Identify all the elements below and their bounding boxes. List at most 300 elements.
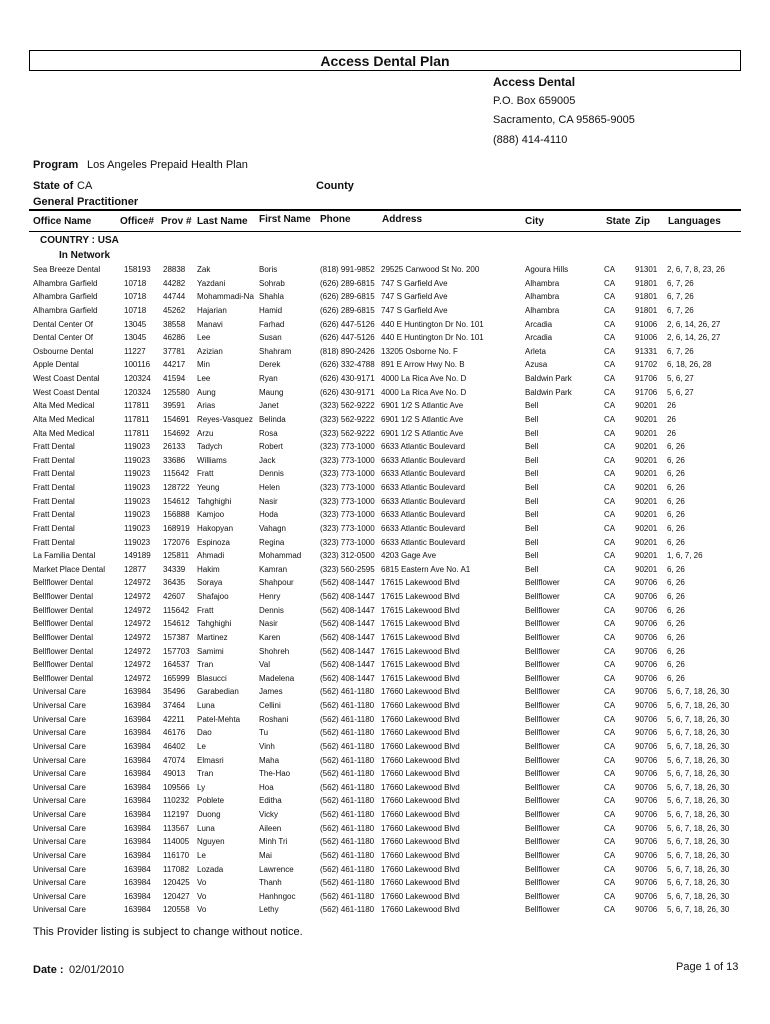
table-cell: Garabedian [197, 687, 239, 697]
table-row [0, 849, 770, 863]
table-cell: 163984 [124, 701, 151, 710]
col-header: State [606, 216, 631, 227]
table-cell: 163984 [124, 755, 151, 765]
table-cell: 6, 26 [667, 537, 685, 547]
table-cell: 6, 26 [667, 523, 685, 533]
table-cell: 90706 [635, 782, 658, 792]
table-cell: Sohrab [259, 278, 285, 288]
table-cell: 11227 [124, 346, 146, 356]
table-cell: (562) 461-1180 [320, 837, 375, 847]
table-cell: Patel-Mehta [197, 714, 241, 724]
table-cell: (323) 773-1000 [320, 537, 375, 547]
table-cell: CA [604, 864, 616, 874]
table-cell: 17615 Lakewood Blvd [381, 619, 460, 629]
table-cell: 163984 [124, 769, 151, 779]
table-cell: 90706 [635, 728, 658, 738]
table-cell: CA [604, 578, 616, 588]
col-header: Office# [120, 216, 154, 227]
table-cell: (562) 408-1447 [320, 673, 375, 683]
table-cell: Ahmadi [197, 551, 225, 561]
table-cell: 26 [667, 428, 676, 438]
date-value: 02/01/2010 [69, 964, 125, 976]
table-cell: 6633 Atlantic Boulevard [381, 496, 466, 506]
table-cell: Tahghighi [197, 619, 232, 629]
table-cell: Dao [197, 728, 212, 738]
table-cell: Hoa [259, 782, 274, 792]
table-cell: (323) 773-1000 [320, 523, 375, 533]
table-cell: 120324 [124, 387, 151, 397]
table-cell: 17615 Lakewood Blvd [381, 660, 460, 670]
table-cell: 90706 [635, 687, 658, 697]
table-cell: Arias [197, 401, 216, 411]
table-row [0, 454, 770, 468]
table-cell: 163984 [124, 714, 151, 724]
table-cell: Fratt Dental [33, 510, 75, 520]
table-cell: Regina [259, 537, 285, 547]
table-cell: CA [604, 387, 616, 397]
col-header: City [525, 216, 544, 227]
table-cell: Williams [197, 455, 227, 465]
table-cell: 163984 [124, 796, 151, 806]
table-cell: 163984 [124, 823, 151, 833]
table-cell: 44744 [163, 292, 186, 302]
table-cell: 90706 [635, 619, 658, 629]
table-cell: 5, 6, 7, 18, 26, 30 [667, 796, 730, 806]
table-cell: 6633 Atlantic Boulevard [381, 510, 466, 520]
table-cell: 5, 6, 7, 18, 26, 30 [667, 755, 730, 765]
table-cell: 45262 [163, 305, 186, 315]
table-cell: 90706 [635, 891, 658, 901]
table-cell: 10718 [124, 278, 147, 288]
table-cell: Kamjoo [197, 510, 225, 520]
table-cell: Elmasri [197, 755, 224, 765]
country-heading: COUNTRY : USA [40, 235, 119, 246]
table-cell: Nasir [259, 619, 278, 629]
table-cell: CA [604, 265, 616, 274]
table-cell: 90706 [635, 864, 658, 874]
table-cell: Samimi [197, 646, 224, 656]
table-row [0, 713, 770, 727]
table-row [0, 358, 770, 372]
table-row [0, 645, 770, 659]
table-cell: 91801 [635, 305, 658, 315]
table-cell: Tran [197, 769, 214, 779]
table-cell: 5, 6, 7, 18, 26, 30 [667, 823, 730, 833]
table-cell: 91801 [635, 292, 658, 302]
table-cell: CA [604, 796, 616, 806]
table-cell: Universal Care [33, 810, 86, 819]
table-cell: Cellini [259, 701, 281, 710]
table-cell: Apple Dental [33, 360, 79, 370]
table-row [0, 522, 770, 536]
table-cell: 17660 Lakewood Blvd [381, 864, 460, 874]
table-cell: Mohammadi-Na [197, 292, 254, 302]
table-cell: 120425 [163, 878, 190, 888]
table-row [0, 890, 770, 904]
table-cell: 17615 Lakewood Blvd [381, 578, 460, 588]
table-cell: 5, 6, 7, 18, 26, 30 [667, 891, 730, 901]
table-cell: Alhambra Garfield [33, 305, 98, 315]
table-cell: Martinez [197, 632, 228, 642]
plan-name: Access Dental [493, 75, 576, 89]
table-cell: 154691 [163, 414, 190, 424]
table-cell: Arzu [197, 428, 214, 438]
table-cell: Fratt Dental [33, 442, 75, 452]
table-cell: Azusa [525, 360, 548, 370]
table-cell: Yeung [197, 483, 220, 492]
table-cell: 26 [667, 401, 676, 411]
table-row [0, 290, 770, 304]
table-cell: Vahagn [259, 523, 286, 533]
table-cell: 119023 [124, 483, 151, 492]
table-cell: 44282 [163, 278, 186, 288]
table-cell: 5, 6, 7, 18, 26, 30 [667, 837, 730, 847]
table-row [0, 372, 770, 386]
table-cell: 44217 [163, 360, 186, 370]
table-cell: 17660 Lakewood Blvd [381, 796, 460, 806]
col-header: Address [382, 214, 423, 225]
table-cell: 17660 Lakewood Blvd [381, 741, 460, 751]
table-cell: (818) 890-2426 [320, 346, 375, 356]
table-cell: 46402 [163, 741, 186, 751]
table-cell: 124972 [124, 578, 151, 588]
table-cell: 5, 6, 7, 18, 26, 30 [667, 782, 730, 792]
table-cell: 90201 [635, 401, 658, 411]
table-cell: CA [604, 564, 616, 574]
table-cell: (626) 430-9171 [320, 374, 375, 383]
table-cell: 6633 Atlantic Boulevard [381, 469, 466, 479]
table-cell: 90201 [635, 442, 658, 452]
table-cell: 6633 Atlantic Boulevard [381, 455, 466, 465]
table-cell: 124972 [124, 619, 151, 629]
plan-address-line1: P.O. Box 659005 [493, 95, 576, 107]
table-cell: 125580 [163, 387, 190, 397]
table-row [0, 754, 770, 768]
table-row [0, 345, 770, 359]
table-cell: 90706 [635, 714, 658, 724]
table-cell: James [259, 687, 283, 697]
table-cell: (562) 408-1447 [320, 660, 375, 670]
table-cell: Bell [525, 442, 539, 452]
table-cell: Shahla [259, 292, 284, 302]
table-cell: 17660 Lakewood Blvd [381, 769, 460, 779]
table-cell: Bellflower [525, 905, 560, 915]
table-cell: (323) 562-9222 [320, 401, 375, 411]
table-cell: 168919 [163, 523, 190, 533]
plan-phone: (888) 414-4110 [493, 134, 568, 146]
table-cell: Duong [197, 810, 221, 819]
table-cell: 90706 [635, 796, 658, 806]
plan-address-line2: Sacramento, CA 95865-9005 [493, 114, 635, 126]
table-cell: Bell [525, 496, 539, 506]
table-cell: 6, 7, 26 [667, 278, 694, 288]
table-row [0, 863, 770, 877]
table-cell: Madelena [259, 673, 295, 683]
table-cell: 6, 26 [667, 564, 685, 574]
table-cell: (562) 461-1180 [320, 796, 375, 806]
table-row [0, 672, 770, 686]
table-cell: (562) 461-1180 [320, 905, 375, 915]
table-cell: CA [604, 632, 616, 642]
table-cell: 49013 [163, 769, 186, 779]
table-cell: (323) 773-1000 [320, 510, 375, 520]
table-cell: Universal Care [33, 755, 86, 765]
table-cell: Nguyen [197, 837, 225, 847]
table-cell: 37781 [163, 346, 186, 356]
table-cell: 28838 [163, 265, 186, 274]
table-cell: Dennis [259, 605, 284, 615]
table-cell: 5, 6, 7, 18, 26, 30 [667, 850, 730, 860]
table-cell: 164537 [163, 660, 190, 670]
table-cell: 119023 [124, 537, 151, 547]
table-cell: 26 [667, 414, 676, 424]
table-cell: Universal Care [33, 687, 86, 697]
state-value: CA [77, 180, 93, 192]
table-cell: 17660 Lakewood Blvd [381, 687, 460, 697]
table-cell: 156888 [163, 510, 190, 520]
table-cell: CA [604, 837, 616, 847]
table-row [0, 740, 770, 754]
table-cell: 90706 [635, 578, 658, 588]
table-cell: 34339 [163, 564, 186, 574]
table-cell: 41594 [163, 374, 186, 383]
table-cell: 2, 6, 14, 26, 27 [667, 319, 721, 329]
table-cell: Tu [259, 728, 269, 738]
table-cell: 90201 [635, 510, 658, 520]
table-cell: 90706 [635, 701, 658, 710]
table-cell: 157703 [163, 646, 190, 656]
table-cell: Farhad [259, 319, 285, 329]
table-row [0, 631, 770, 645]
table-row [0, 536, 770, 550]
table-cell: 158193 [124, 265, 151, 274]
table-cell: 124972 [124, 592, 151, 601]
table-cell: Lozada [197, 864, 224, 874]
table-cell: CA [604, 619, 616, 629]
table-cell: (562) 461-1180 [320, 769, 375, 779]
table-cell: CA [604, 414, 616, 424]
table-cell: 17615 Lakewood Blvd [381, 646, 460, 656]
table-cell: 6633 Atlantic Boulevard [381, 537, 466, 547]
table-cell: 128722 [163, 483, 190, 492]
table-cell: 154612 [163, 619, 190, 629]
table-cell: (562) 408-1447 [320, 632, 375, 642]
table-cell: 6, 26 [667, 619, 685, 629]
col-header: Office Name [33, 216, 92, 227]
table-row [0, 549, 770, 563]
table-cell: Thanh [259, 878, 282, 888]
table-cell: (562) 408-1447 [320, 605, 375, 615]
table-cell: 124972 [124, 673, 151, 683]
table-cell: CA [604, 496, 616, 506]
table-row [0, 685, 770, 699]
table-cell: 6, 26 [667, 592, 685, 601]
table-row [0, 835, 770, 849]
table-cell: 91706 [635, 374, 658, 383]
table-cell: (562) 461-1180 [320, 728, 375, 738]
table-cell: 5, 6, 27 [667, 387, 694, 397]
table-cell: (562) 461-1180 [320, 891, 375, 901]
table-cell: (323) 773-1000 [320, 455, 375, 465]
table-cell: CA [604, 455, 616, 465]
table-cell: Hajarian [197, 305, 227, 315]
table-cell: 119023 [124, 496, 151, 506]
county-label: County [316, 180, 354, 192]
table-cell: Alhambra [525, 305, 560, 315]
table-cell: Dental Center Of [33, 319, 94, 329]
table-cell: Fratt Dental [33, 537, 75, 547]
table-cell: Dental Center Of [33, 333, 94, 343]
table-cell: (626) 289-6815 [320, 305, 375, 315]
table-cell: Bellflower [525, 605, 560, 615]
table-cell: Fratt Dental [33, 483, 75, 492]
table-cell: 163984 [124, 728, 151, 738]
table-cell: Vo [197, 891, 207, 901]
table-cell: 6, 7, 26 [667, 305, 694, 315]
table-cell: Universal Care [33, 782, 86, 792]
table-cell: 163984 [124, 687, 151, 697]
table-cell: 17660 Lakewood Blvd [381, 728, 460, 738]
table-cell: Derek [259, 360, 281, 370]
document-title: Access Dental Plan [29, 50, 741, 71]
table-cell: 90706 [635, 878, 658, 888]
table-cell: Alhambra [525, 292, 560, 302]
practitioner-type: General Practitioner [33, 196, 139, 208]
table-row [0, 386, 770, 400]
table-cell: (626) 430-9171 [320, 387, 375, 397]
table-cell: Ly [197, 782, 206, 792]
table-cell: Kamran [259, 564, 288, 574]
table-cell: Poblete [197, 796, 225, 806]
table-cell: Universal Care [33, 864, 86, 874]
table-row [0, 427, 770, 441]
table-cell: CA [604, 769, 616, 779]
table-cell: 90201 [635, 564, 658, 574]
table-cell: (562) 461-1180 [320, 878, 375, 888]
table-cell: Dennis [259, 469, 284, 479]
table-cell: Universal Care [33, 878, 86, 888]
table-cell: 116170 [163, 850, 190, 860]
table-cell: 13045 [124, 333, 147, 343]
table-cell: 91006 [635, 333, 658, 343]
state-label: State of [33, 180, 74, 192]
table-cell: 124972 [124, 660, 151, 670]
table-cell: 6901 1/2 S Atlantic Ave [381, 414, 464, 424]
table-cell: Fratt Dental [33, 455, 75, 465]
table-cell: 6, 18, 26, 28 [667, 360, 712, 370]
table-cell: 6, 26 [667, 605, 685, 615]
table-cell: Bell [525, 523, 539, 533]
table-cell: 5, 6, 7, 18, 26, 30 [667, 810, 730, 819]
table-cell: Helen [259, 483, 280, 492]
table-row [0, 318, 770, 332]
table-cell: Tadych [197, 442, 223, 452]
table-cell: 163984 [124, 850, 151, 860]
table-cell: 90706 [635, 646, 658, 656]
disclaimer: This Provider listing is subject to change without notice. [33, 926, 303, 938]
table-cell: (562) 461-1180 [320, 810, 375, 819]
table-row [0, 767, 770, 781]
date-label: Date : [33, 964, 64, 976]
table-cell: 17660 Lakewood Blvd [381, 891, 460, 901]
table-cell: 90706 [635, 632, 658, 642]
table-cell: 119023 [124, 455, 151, 465]
table-cell: 114005 [163, 837, 190, 847]
table-cell: Bell [525, 510, 539, 520]
table-cell: 39591 [163, 401, 186, 411]
table-cell: 90706 [635, 660, 658, 670]
table-cell: 90201 [635, 483, 658, 492]
table-row [0, 876, 770, 890]
table-cell: 6, 26 [667, 469, 685, 479]
table-cell: West Coast Dental [33, 374, 100, 383]
table-cell: Le [197, 850, 206, 860]
table-cell: 117811 [124, 414, 150, 424]
table-cell: 90201 [635, 551, 658, 561]
table-cell: (323) 562-9222 [320, 414, 375, 424]
table-cell: 90706 [635, 769, 658, 779]
table-row [0, 263, 770, 277]
table-cell: Bellflower Dental [33, 605, 94, 615]
table-cell: 90706 [635, 741, 658, 751]
table-cell: 6, 26 [667, 646, 685, 656]
table-cell: 124972 [124, 605, 151, 615]
table-cell: Hanhngoc [259, 891, 296, 901]
table-cell: (323) 312-0500 [320, 551, 375, 561]
table-cell: 17660 Lakewood Blvd [381, 878, 460, 888]
table-cell: 119023 [124, 510, 151, 520]
table-cell: 891 E Arrow Hwy No. B [381, 360, 465, 370]
table-cell: 42211 [163, 714, 185, 724]
table-cell: Jack [259, 455, 276, 465]
table-cell: 1, 6, 7, 26 [667, 551, 703, 561]
table-cell: 117082 [163, 864, 190, 874]
table-cell: 6901 1/2 S Atlantic Ave [381, 428, 464, 438]
table-row [0, 617, 770, 631]
col-header: Zip [635, 216, 650, 227]
table-cell: 12877 [124, 564, 147, 574]
table-row [0, 399, 770, 413]
table-cell: Lethy [259, 905, 279, 915]
table-cell: Hakopyan [197, 523, 234, 533]
table-cell: 17615 Lakewood Blvd [381, 673, 460, 683]
table-cell: Sea Breeze Dental [33, 265, 101, 274]
table-row [0, 304, 770, 318]
table-cell: Ryan [259, 374, 278, 383]
program-label: Program [33, 159, 79, 171]
table-cell: 90706 [635, 605, 658, 615]
table-cell: 163984 [124, 905, 151, 915]
table-cell: Blasucci [197, 673, 227, 683]
table-cell: Bellflower [525, 687, 560, 697]
table-cell: 115642 [163, 469, 190, 479]
table-cell: 13045 [124, 319, 147, 329]
table-cell: Bellflower [525, 714, 560, 724]
table-cell: (626) 447-5126 [320, 319, 375, 329]
table-cell: 4000 La Rica Ave No. D [381, 374, 467, 383]
table-cell: 112197 [163, 810, 190, 819]
table-cell: Hoda [259, 510, 279, 520]
table-cell: 91702 [635, 360, 658, 370]
table-row [0, 903, 770, 917]
table-cell: (562) 408-1447 [320, 646, 375, 656]
table-cell: La Familia Dental [33, 551, 96, 561]
table-cell: 17660 Lakewood Blvd [381, 837, 460, 847]
table-cell: Luna [197, 823, 215, 833]
table-cell: Bellflower [525, 673, 560, 683]
table-cell: Yazdani [197, 278, 226, 288]
table-cell: Universal Care [33, 769, 86, 779]
